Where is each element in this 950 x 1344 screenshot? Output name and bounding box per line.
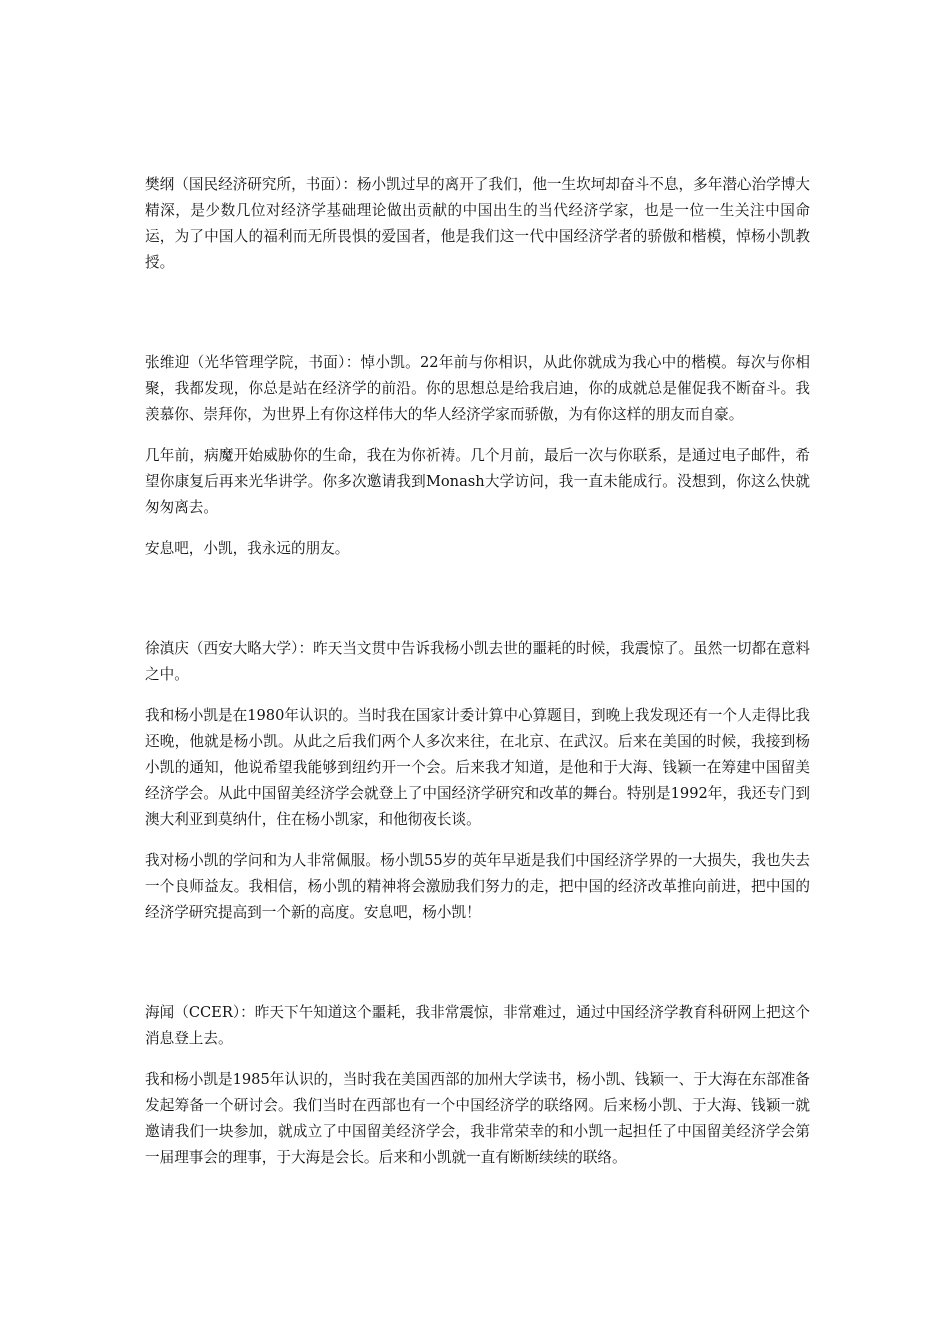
paragraph-xu-dianqing-1: 徐滇庆（西安大略大学）：昨天当文贯中告诉我杨小凯去世的噩耗的时候，我震惊了。虽然一切都在意料之中。 — [145, 640, 810, 683]
paragraph-xu-dianqing-2: 我和杨小凯是在1980年认识的。当时我在国家计委计算中心算题目，到晚上我发现还有一个人走得比我还晚，他就是杨小凯。从此之后我们两个人多次来往，在北京、在武汉。后来在美国的时候，我接到杨小凯的通知，他说希望我能够到纽约开一个会。后来我才知道，是他和于大海、钱颖一在筹建中国留美经济学会。从此中国留美经济学会就登上了中国经济学研究和改革的舞台。特别是1992年，我还专门到澳大利亚到莫纳什，住在杨小凯家，和他彻夜长谈。 — [145, 707, 810, 828]
paragraph-zhang-weiying-3: 安息吧，小凯，我永远的朋友。 — [145, 540, 350, 557]
paragraph-zhang-weiying-2: 几年前，病魔开始威胁你的生命，我在为你祈祷。几个月前，最后一次与你联系，是通过电子邮件，希望你康复后再来光华讲学。你多次邀请我到Monash大学访问，我一直未能成行。没想到，你这么快就匆匆离去。 — [145, 447, 810, 516]
paragraph-xu-dianqing-3: 我对杨小凯的学问和为人非常佩服。杨小凯55岁的英年早逝是我们中国经济学界的一大损失，我也失去一个良师益友。我相信，杨小凯的精神将会激励我们努力的走，把中国的经济改革推向前进，把中国的经济学研究提高到一个新的高度。安息吧，杨小凯！ — [145, 852, 810, 921]
paragraph-hai-wen-1: 海闻（CCER）：昨天下午知道这个噩耗，我非常震惊，非常难过，通过中国经济学教育科研网上把这个消息登上去。 — [145, 1004, 810, 1047]
paragraph-zhang-weiying-1: 张维迎（光华管理学院，书面）：悼小凯。22年前与你相识，从此你就成为我心中的楷模。每次与你相聚，我都发现，你总是站在经济学的前沿。你的思想总是给我启迪，你的成就总是催促我不断奋斗。我羡慕你、崇拜你，为世界上有你这样伟大的华人经济学家而骄傲，为有你这样的朋友而自豪。 — [145, 354, 810, 423]
paragraph-fan-gang: 樊纲（国民经济研究所，书面）：杨小凯过早的离开了我们，他一生坎坷却奋斗不息，多年潜心治学博大精深，是少数几位对经济学基础理论做出贡献的中国出生的当代经济学家，也是一位一生关注中国命运，为了中国人的福利而无所畏惧的爱国者，他是我们这一代中国经济学者的骄傲和楷模，悼杨小凯教授。 — [145, 176, 810, 271]
paragraph-hai-wen-2: 我和杨小凯是1985年认识的，当时我在美国西部的加州大学读书，杨小凯、钱颖一、于大海在东部准备发起筹备一个研讨会。我们当时在西部也有一个中国经济学的联络网。后来杨小凯、于大海、钱颖一就邀请我们一块参加，就成立了中国留美经济学会，我非常荣幸的和小凯一起担任了中国留美经济学会第一届理事会的理事，于大海是会长。后来和小凯就一直有断断续续的联络。 — [145, 1071, 810, 1166]
document-body — [145, 172, 810, 1171]
